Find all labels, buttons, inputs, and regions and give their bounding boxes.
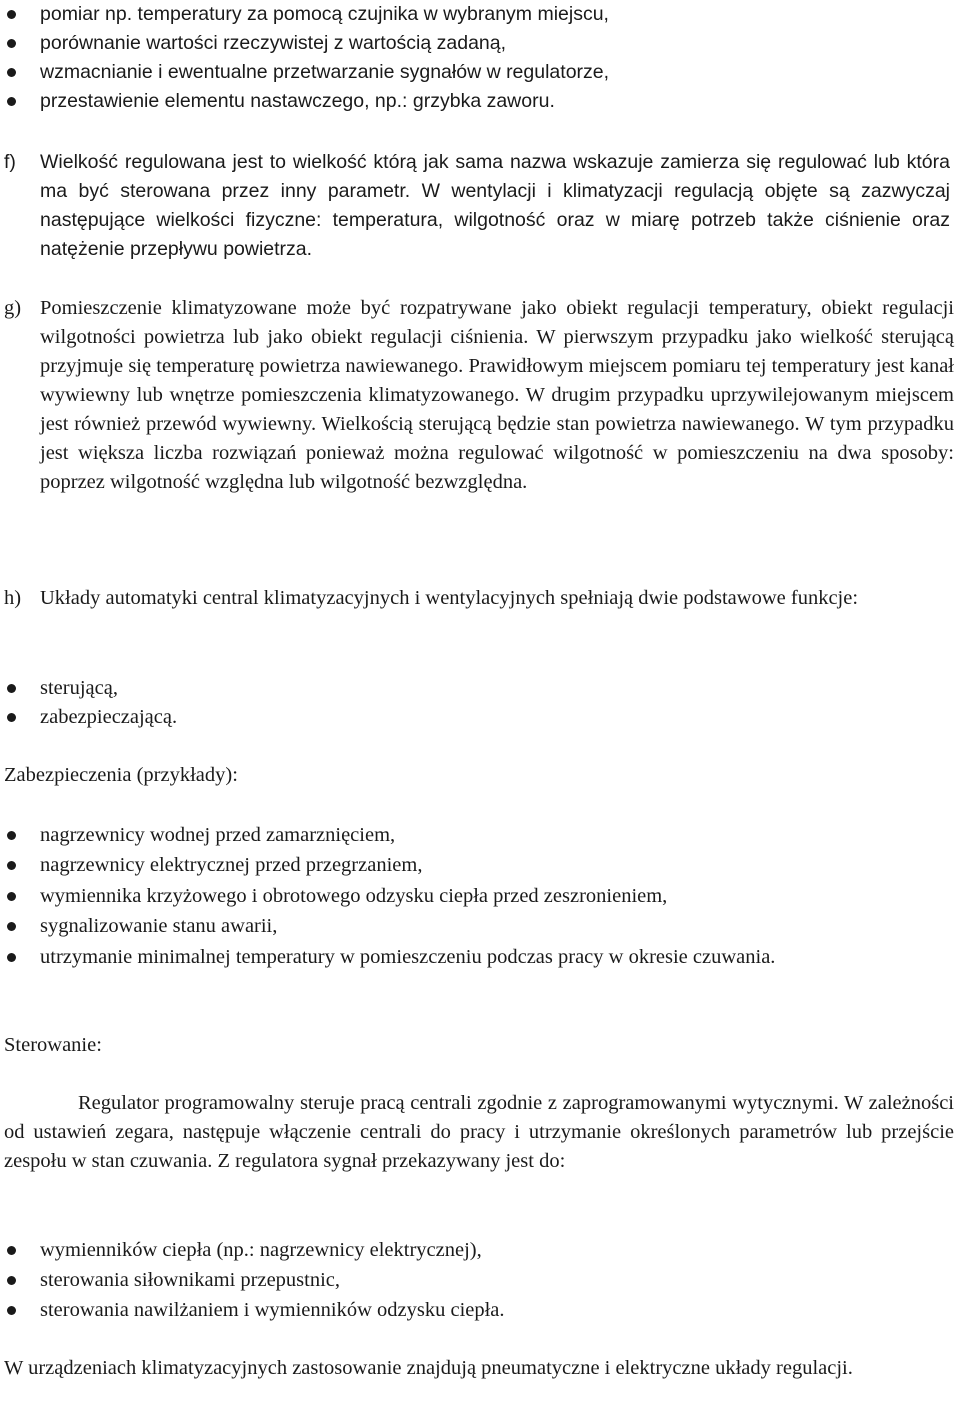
section-h <box>4 584 954 613</box>
list-item: wymiennika krzyżowego i obrotowego odzysku ciepła przed zeszronieniem, <box>40 882 954 911</box>
section-g <box>4 294 954 497</box>
control-text: Regulator programowalny steruje pracą centrali zgodnie z zaprogramowanymi wytycznymi. W zależności od ustawień zegara, następuje włączenie centrali do pracy i utrzymanie określonych parametrów lub przejście zespołu w stan czuwania. Z regulatora sygnał przekazywany jest do: <box>4 1092 954 1172</box>
list-item: sterującą, <box>40 674 954 703</box>
list-item: utrzymanie minimalnej temperatury w pomieszczeniu podczas pracy w okresie czuwania. <box>40 943 954 972</box>
list-item: sygnalizowanie stanu awarii, <box>40 912 954 941</box>
control-heading: Sterowanie: <box>4 1034 102 1056</box>
list-item: wymienników ciepła (np.: nagrzewnicy elektrycznej), <box>40 1236 954 1265</box>
list-item: nagrzewnicy elektrycznej przed przegrzaniem, <box>40 851 954 880</box>
section-text: Układy automatyki central klimatyzacyjnych i wentylacyjnych spełniają dwie podstawowe funkcje: <box>40 587 859 609</box>
closing-text: W urządzeniach klimatyzacyjnych zastosowanie znajdują pneumatyczne i elektryczne układy regulacji. <box>4 1357 853 1379</box>
section-f <box>4 148 954 264</box>
list-item: zabezpieczającą. <box>40 703 954 732</box>
list-item: nagrzewnicy wodnej przed zamarznięciem, <box>40 821 954 850</box>
protections-heading: Zabezpieczenia (przykłady): <box>4 764 238 786</box>
list-item: przestawienie elementu nastawczego, np.: grzybka zaworu. <box>40 87 954 116</box>
list-item: porównanie wartości rzeczywistej z wartością zadaną, <box>40 29 954 58</box>
list-item: sterowania nawilżaniem i wymienników odzysku ciepła. <box>40 1296 954 1325</box>
section-label: g) <box>4 297 22 319</box>
list-item: wzmacnianie i ewentualne przetwarzanie sygnałów w regulatorze, <box>40 58 954 87</box>
list-item: sterowania siłownikami przepustnic, <box>40 1266 954 1295</box>
section-text: Pomieszczenie klimatyzowane może być rozpatrywane jako obiekt regulacji temperatury, obiekt regulacji wilgotności powietrza lub jako obiekt regulacji ciśnienia. W pierwszym przypadku jako wielkość sterującą przyjmuje się temperaturę powietrza nawiewanego. Prawidłowym miejscem pomiaru tej temperatury jest kanał wywiewny lub wnętrze pomieszczenia klimatyzowanego. W drugim przypadku uprzywilejowanym miejscem jest również przewód wywiewny. Wielkością sterującą będzie stan powietrza nawiewanego. W tym przypadku jest większa liczba rozwiązań ponieważ można regulować wilgotność w pomieszczeniu na dwa sposoby: poprzez wilgotność względna lub wilgotność bezwzględna. <box>40 297 954 493</box>
section-label: f) <box>4 151 16 173</box>
list-item: pomiar np. temperatury za pomocą czujnika w wybranym miejscu, <box>40 0 954 29</box>
section-label: h) <box>4 587 22 609</box>
section-text: Wielkość regulowana jest to wielkość którą jak sama nazwa wskazuje zamierza się regulować lub która ma być sterowana przez inny parametr. W wentylacji i klimatyzacji regulacją objęte są zazwyczaj następujące wielkości fizyczne: temperatura, wilgotność oraz w miarę potrzeb także ciśnienie oraz natężenie przepływu powietrza. <box>40 151 950 260</box>
